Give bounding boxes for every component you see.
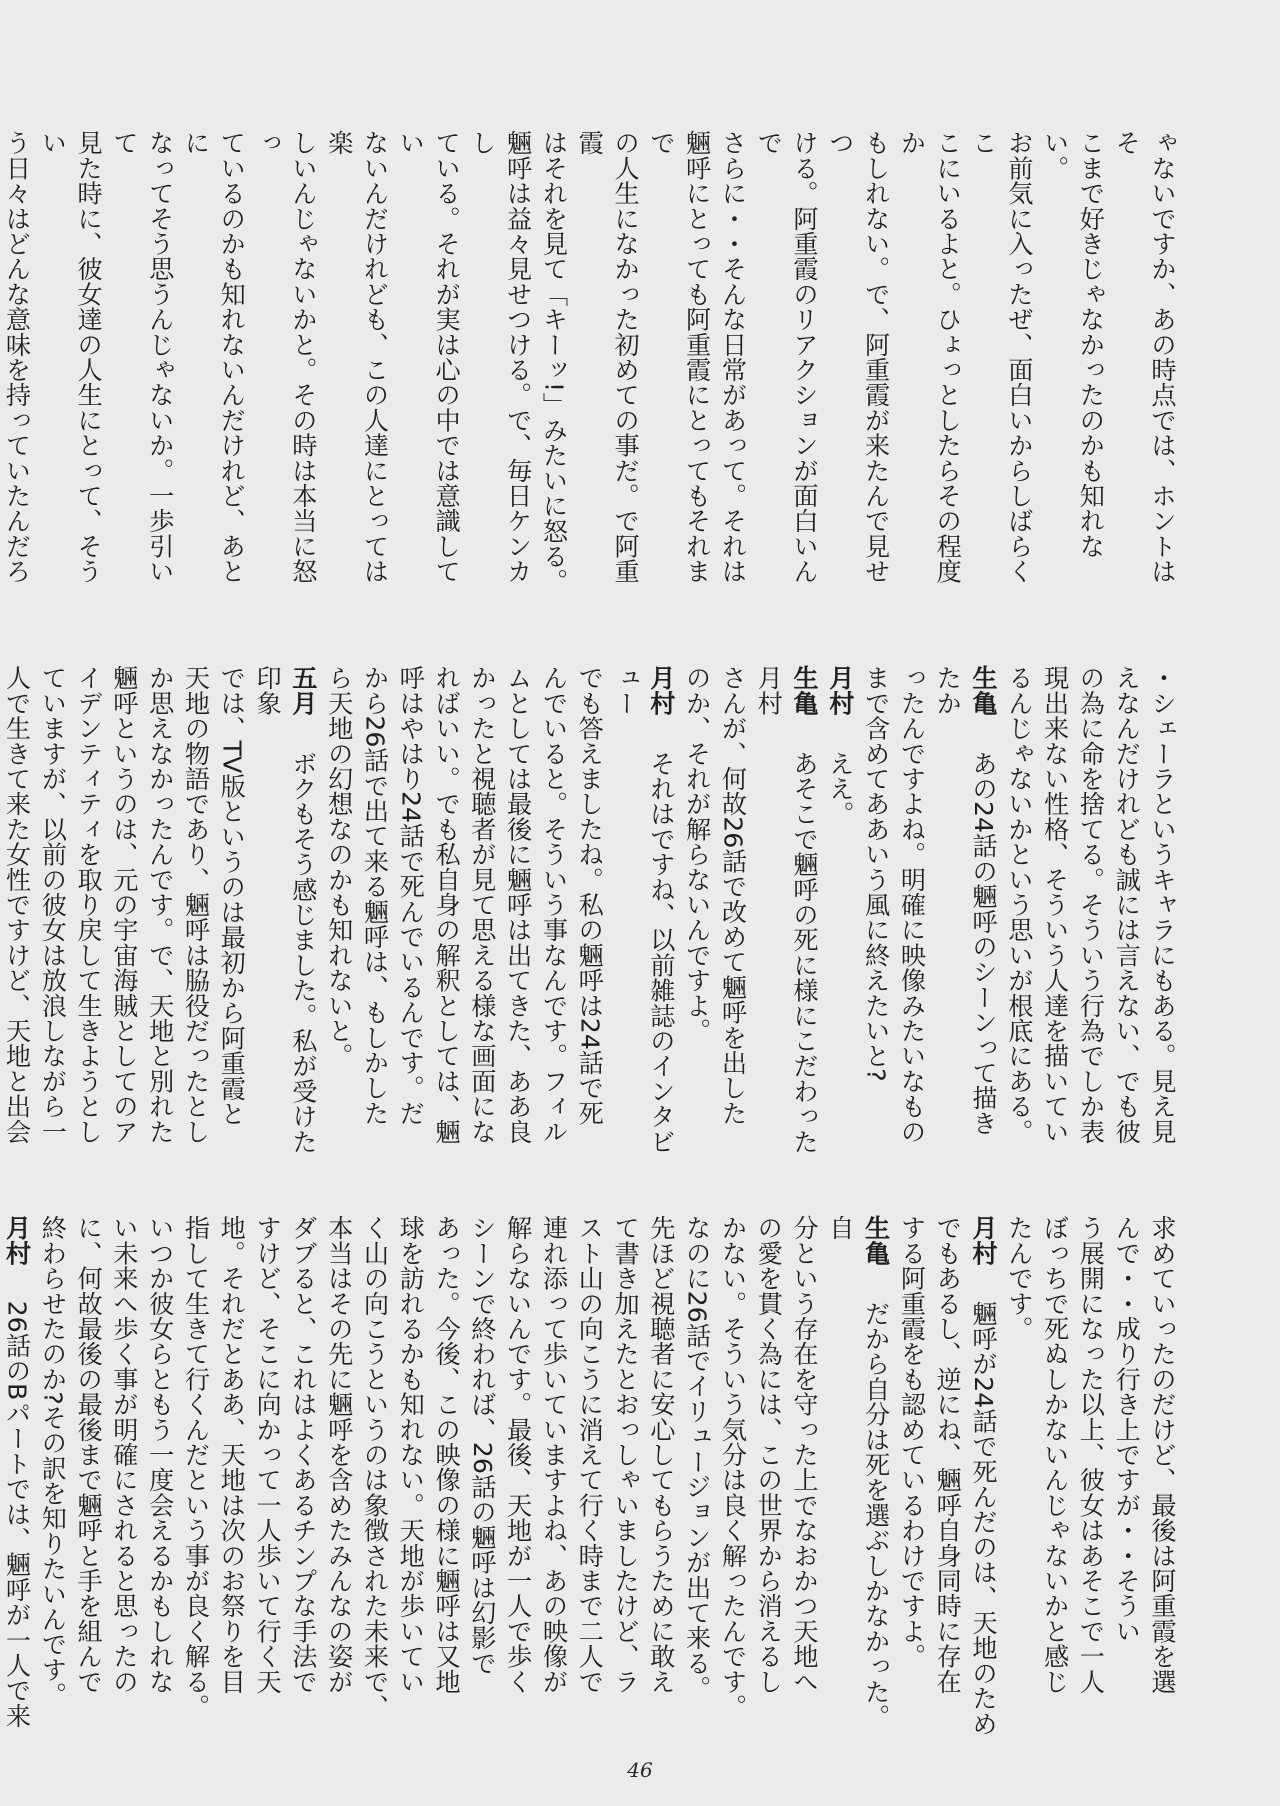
line-text: の愛を貫く為には、この世界から消えるし [754, 1215, 784, 1694]
line-text: ムとしては最後に魎呼は出てきた、ああ良 [503, 665, 533, 1144]
speaker-name: 生亀 [790, 665, 820, 716]
text-line: の人生になかった初めての事だ。で阿重霞 [575, 130, 641, 584]
text-line [715, 1215, 751, 1745]
text-line [894, 665, 930, 1160]
text-line [142, 665, 178, 1160]
text-line [643, 1215, 679, 1745]
page-number: 46 [627, 1758, 653, 1782]
text-line [392, 665, 428, 1160]
line-text: でも答えましたね。私の魎呼は24話で死 [575, 665, 605, 1126]
line-text: ったんですよね。明確に映像みたいなもの [897, 665, 927, 1144]
line-text: なのに26話でイリュージョンが出て来る。 [682, 1215, 712, 1701]
text-line [571, 665, 607, 1160]
text-line [607, 1215, 643, 1745]
text-line: しいんじゃないかと。その時は本当に怒っ [253, 130, 318, 584]
text-line [249, 665, 321, 1160]
text-line [1001, 1215, 1037, 1745]
text-line [464, 1215, 500, 1745]
text-line [70, 665, 106, 1160]
line-text: では、TV版というのは最初から阿重霞と [217, 665, 247, 1127]
text-line [715, 665, 751, 1160]
text-line [1108, 1215, 1144, 1745]
text-line [571, 1215, 607, 1745]
line-text: あの24話の魎呼のシーンって描きたか [933, 665, 999, 1136]
line-text: かない。そういう気分は良く解ったんです。 [718, 1215, 748, 1719]
text-line [213, 1215, 249, 1745]
line-text: ええ。 [825, 750, 855, 827]
speaker-name: 五月 [288, 665, 318, 716]
text-line [679, 665, 715, 1160]
text-line [607, 665, 679, 1160]
line-text: て書き加えたとおっしゃいましたけど、ラ [611, 1215, 641, 1694]
speaker-name: 月村 [2, 1215, 32, 1266]
text-line: もしれない。で、阿重霞が来たんで見せつ [825, 130, 891, 584]
line-text: ればいい。でも私自身の解釈としては、魎 [432, 665, 462, 1144]
speaker-name: 月村 [969, 1215, 999, 1266]
text-line [500, 665, 536, 1160]
line-text: く山の向こうというのは象徴された未来で、 [360, 1215, 390, 1719]
text-line [965, 1215, 1001, 1745]
text-line [357, 665, 393, 1160]
text-line: ている。それが実は心の中では意識してい [396, 130, 462, 584]
text-line [1144, 1215, 1180, 1745]
text-line: こにいるよと。ひょっとしたらその程度か [897, 130, 963, 584]
text-line [464, 665, 500, 1160]
text-block-top [2, 130, 1180, 608]
line-text: イデンティティを取り戻して生きようとし [74, 665, 104, 1144]
line-text: 解らないんです。最後、天地が一人で歩く [503, 1215, 533, 1694]
text-line [35, 665, 71, 1160]
text-line [285, 1215, 321, 1745]
text-line [1073, 1215, 1109, 1745]
line-text: ダブると、これはよくあるチンプな手法で [288, 1215, 318, 1694]
line-text: 連れ添って歩いていますよね、あの映像が [539, 1215, 569, 1694]
speaker-name: 月村 [646, 665, 676, 716]
text-line [858, 665, 894, 1160]
line-text: 指して生きて行くんだという事が良く解る。 [181, 1215, 211, 1720]
line-text: い未来へ歩く事が明確にされると思ったの [109, 1215, 139, 1694]
text-line [392, 1215, 428, 1745]
line-text: ・シェーラというキャラにもある。見え見 [1148, 665, 1177, 1144]
text-line [321, 1215, 357, 1745]
text-line [106, 665, 142, 1160]
line-text: から26話で出て来る魎呼は、もしかした [360, 665, 390, 1126]
line-text: るんじゃないかという思いが根底にある。 [1004, 665, 1034, 1144]
line-text: 魎呼が24話で死んだのは、天地のため [969, 1300, 999, 1736]
text-line [786, 1215, 822, 1745]
text-line [142, 1215, 178, 1745]
text-line: お前気に入ったぜ、面白いからしばらくこ [969, 130, 1034, 584]
line-text: のか、それが解らないんですよ。 [682, 665, 712, 1043]
text-line [0, 1215, 35, 1745]
line-text: すけど、そこに向かって一人歩いて行く天 [253, 1215, 283, 1694]
speaker-name: 月村 [825, 665, 855, 716]
line-text: あそこで魎呼の死に様にこだわった月村 [754, 665, 820, 1154]
text-line: ゃないですか、あの時点では、ホントはそ [1112, 130, 1177, 584]
text-line: 見た時に、彼女達の人生にとって、そうい [38, 130, 104, 584]
line-text: 先ほど視聴者に安心してもらうために敢え [646, 1215, 676, 1694]
text-line [1144, 665, 1180, 1160]
text-line: さらに・・そんな日常があって。それは [718, 130, 748, 584]
line-text: かったと視聴者が見て思える様な画面にな [467, 665, 497, 1144]
text-line [106, 1215, 142, 1745]
text-line [1037, 665, 1073, 1160]
line-text: 求めていったのだけど、最後は阿重霞を選 [1148, 1215, 1177, 1694]
text-block-bottom [2, 1215, 1180, 1745]
text-line [929, 665, 1001, 1160]
line-text: 天地の物語であり、魎呼は脇役だったとし [181, 665, 211, 1144]
text-line [500, 1215, 536, 1745]
text-block-middle [2, 665, 1180, 1160]
line-text: ボクもそう感じました。私が受けた印象 [253, 665, 318, 1154]
text-line [249, 1215, 285, 1745]
line-text: さんが、何故26話で改めて魎呼を出した [718, 665, 748, 1126]
text-line [822, 665, 858, 1160]
text-line: こまで好きじゃなかったのかも知れない。 [1040, 130, 1106, 559]
text-line [0, 665, 35, 1160]
text-line: はそれを見て「キーッ!」みたいに怒る。 [539, 130, 569, 594]
line-text: 26話のBパートでは、魎呼が一人で来 [2, 1300, 32, 1728]
line-text: それはですね、以前雑誌のインタビュー [611, 665, 676, 1154]
text-line [428, 665, 464, 1160]
line-text: 現出来ない性格、そういう人達を描いてい [1040, 665, 1070, 1144]
text-line [822, 1215, 894, 1745]
text-line [1037, 1215, 1073, 1745]
line-text: んで・・成り行き上ですが・・そうい [1112, 1215, 1142, 1644]
line-text: に、何故最後の最後まで魎呼と手を組んで [74, 1215, 104, 1694]
text-line: ているのかも知れないんだけれど、あとに [181, 130, 247, 584]
text-line [1108, 665, 1144, 1160]
line-text: 魎呼というのは、元の宇宙海賊としてのア [109, 665, 139, 1144]
text-line: 魎呼にとっても阿重霞にとってもそれまで [646, 130, 712, 584]
line-text: スト山の向こうに消えて行く時まで二人で [575, 1215, 605, 1694]
line-text: まで含めてああいう風に終えたいと? [861, 665, 891, 1082]
text-line [321, 665, 357, 1160]
line-text: う展開になった以上、彼女はあそこで一人 [1076, 1215, 1106, 1694]
text-line [536, 1215, 572, 1745]
line-text: 終わらせたのか?その訳を知りたいんです。 [38, 1215, 68, 1708]
text-line [1001, 665, 1037, 1160]
text-line [178, 1215, 214, 1745]
line-text: えなんだけれども誠には言えない、でも彼 [1112, 665, 1142, 1144]
text-line [536, 665, 572, 1160]
line-text: だから自分は死を選ぶしかなかった。自 [825, 1215, 891, 1730]
line-text: 分という存在を守った上でなおかつ天地へ [790, 1215, 820, 1694]
line-text: んでいると。そういう事なんです。フィル [539, 665, 569, 1144]
line-text: 地。それだとああ、天地は次のお祭りを目 [217, 1215, 247, 1694]
text-line: なってそう思うんじゃないか。一歩引いて [109, 130, 175, 584]
line-text: シーンで終われば、26話の魎呼は幻影で [467, 1215, 497, 1676]
line-text: 本当はその先に魎呼を含めたみんなの姿が [324, 1215, 354, 1694]
text-line [70, 1215, 106, 1745]
text-line [1073, 665, 1109, 1160]
line-text: 呼はやはり24話で死んでいるんです。だ [396, 665, 426, 1126]
text-line [894, 1215, 930, 1745]
text-line [178, 665, 214, 1160]
text-line [929, 1215, 965, 1745]
line-text: ぼっちで死ぬしかないんじゃないかと感じ [1040, 1215, 1070, 1694]
text-line [428, 1215, 464, 1745]
speaker-name: 生亀 [861, 1215, 891, 1266]
text-line: ないんだけれども、この人達にとっては楽 [324, 130, 390, 584]
text-line [750, 665, 822, 1160]
text-line [679, 1215, 715, 1745]
line-text: の為に命を捨てる。そういう行為でしか表 [1076, 665, 1106, 1144]
line-text: 人で生きて来た女性ですけど、天地と出会 [2, 665, 32, 1144]
line-text: でもあるし、逆にね、魎呼自身同時に存在 [933, 1215, 963, 1694]
text-line: 魎呼は益々見せつける。で、毎日ケンカし [467, 130, 533, 584]
line-text: ら天地の幻想なのかも知れないと。 [324, 665, 354, 1069]
line-text: ていますが、以前の彼女は放浪しながら一 [38, 665, 68, 1144]
text-line [213, 665, 249, 1160]
speaker-name: 生亀 [969, 665, 999, 716]
line-text: する阿重霞をも認めているわけですよ。 [897, 1215, 927, 1669]
line-text: いつか彼女らともう一度会えるかもしれな [145, 1215, 175, 1694]
line-text: か思えなかったんです。で、天地と別れた [145, 665, 175, 1144]
line-text: たんです。 [1004, 1215, 1034, 1341]
text-line [35, 1215, 71, 1745]
text-line [357, 1215, 393, 1745]
text-line: う日々はどんな意味を持っていたんだろ [2, 130, 32, 584]
line-text: あった。今後、この映像の様に魎呼は又地 [432, 1215, 462, 1694]
line-text: 球を訪れるかも知れない。天地が歩いてい [396, 1215, 426, 1694]
text-line [750, 1215, 786, 1745]
text-line: ける。阿重霞のリアクションが面白いんで [754, 130, 820, 584]
